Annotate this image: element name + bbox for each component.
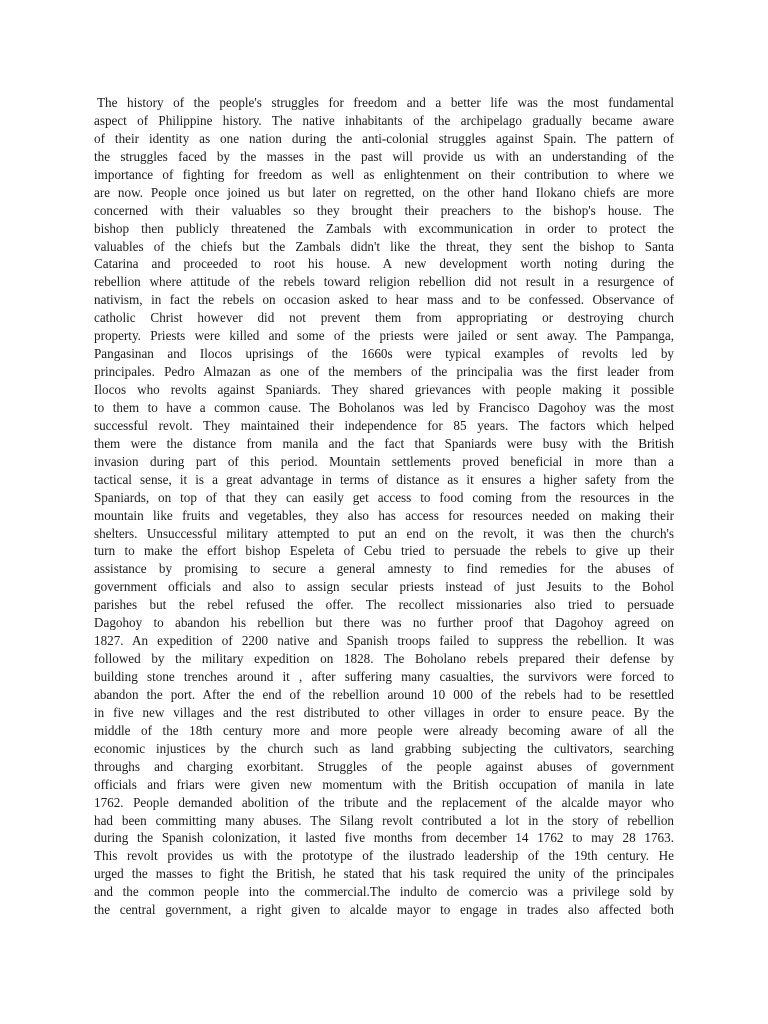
text-line: government officials and also to assign secular priests instead of just Jesuits to the Bohol (94, 579, 674, 595)
text-line: 1762. People demanded abolition of the tribute and the replacement of the alcalde mayor who (94, 794, 674, 810)
text-line: had been committing many abuses. The Silang revolt contributed a lot in the story of rebellion (94, 812, 674, 828)
text-line: mountain like fruits and vegetables, they also has access for resources needed on making their (94, 507, 674, 523)
text-line: during the Spanish colonization, it lasted five months from december 14 1762 to may 28 1763. (94, 830, 674, 846)
text-line: them were the distance from manila and the fact that Spaniards were busy with the British (94, 435, 674, 451)
text-line: and the common people into the commercial.The indulto de comercio was a privilege sold by (94, 884, 674, 900)
text-line: economic injustices by the church such as land grabbing subjecting the cultivators, searching (94, 740, 674, 756)
text-line: This revolt provides us with the prototype of the ilustrado leadership of the 19th century. He (94, 848, 674, 864)
text-line: aspect of Philippine history. The native inhabitants of the archipelago gradually became aware (94, 112, 674, 128)
text-line: bishop then publicly threatened the Zambals with excommunication in order to protect the (94, 220, 674, 236)
text-line: nativism, in fact the rebels on occasion asked to hear mass and to be confessed. Observance of (94, 292, 674, 308)
text-line: of their identity as one nation during the anti-colonial struggles against Spain. The pattern of (94, 130, 674, 146)
text-line: are now. People once joined us but later on regretted, on the other hand Ilokano chiefs are more (94, 184, 674, 200)
text-line: Catarina and proceeded to root his house. A new development worth noting during the (94, 256, 674, 272)
text-line: Dagohoy to abandon his rebellion but there was no further proof that Dagohoy agreed on (94, 615, 674, 631)
text-line: throughs and charging exorbitant. Struggles of the people against abuses of government (94, 758, 674, 774)
text-line: building stone trenches around it , after suffering many casualties, the survivors were forced to (94, 669, 674, 684)
text-line: valuables of the chiefs but the Zambals didn't like the threat, they sent the bishop to Santa (94, 238, 674, 254)
text-line: turn to make the effort bishop Espeleta of Cebu tried to persuade the rebels to give up their (94, 543, 674, 559)
text-line: tactical sense, it is a great advantage in terms of distance as it ensures a higher safety from the (94, 471, 674, 487)
text-line: importance of fighting for freedom as well as enlightenment on their contribution to where we (94, 166, 674, 182)
text-line: the struggles faced by the masses in the past will provide us with an understanding of the (94, 148, 674, 164)
text-line: urged the masses to fight the British, he stated that his task required the unity of the principales (94, 866, 674, 882)
text-line: Pangasinan and Ilocos uprisings of the 1660s were typical examples of revolts led by (94, 346, 674, 362)
text-line: 1827. An expedition of 2200 native and Spanish troops failed to suppress the rebellion. It was (94, 633, 674, 649)
text-line: middle of the 18th century more and more people were already becoming aware of all the (94, 722, 674, 738)
body-text (94, 94, 674, 919)
text-line: The history of the people's struggles for freedom and a better life was the most fundamental (97, 95, 674, 110)
text-line: shelters. Unsuccessful military attempted to put an end on the revolt, it was then the church's (94, 525, 674, 541)
text-line: property. Priests were killed and some of the priests were jailed or sent away. The Pampanga, (94, 328, 674, 344)
text-line: assistance by promising to secure a general amnesty to find remedies for the abuses of (94, 561, 674, 577)
text-line: officials and friars were given new momentum with the British occupation of manila in late (94, 776, 674, 792)
text-line: Ilocos who revolts against Spaniards. They shared grievances with people making it possible (94, 382, 674, 397)
text-line: catholic Christ however did not prevent them from appropriating or destroying church (94, 310, 674, 326)
text-line: successful revolt. They maintained their independence for 85 years. The factors which helped (94, 417, 674, 433)
text-line: parishes but the rebel refused the offer. The recollect missionaries also tried to persuade (94, 597, 674, 613)
text-line: concerned with their valuables so they brought their preachers to the bishop's house. The (94, 202, 674, 218)
text-line: the central government, a right given to alcalde mayor to engage in trades also affected both (94, 902, 674, 918)
text-line: in five new villages and the rest distributed to other villages in order to ensure peace. By the (94, 704, 674, 720)
text-line: principales. Pedro Almazan as one of the members of the principalia was the first leader from (94, 364, 674, 380)
text-line: invasion during part of this period. Mountain settlements proved beneficial in more than a (94, 453, 674, 469)
text-line: Spaniards, on top of that they can easily get access to food coming from the resources in the (94, 489, 674, 505)
text-line: rebellion where attitude of the rebels toward religion rebellion did not result in a resurgence of (94, 274, 674, 290)
text-line: abandon the port. After the end of the rebellion around 10 000 of the rebels had to be resettled (94, 686, 674, 702)
text-line: to them to have a common cause. The Boholanos was led by Francisco Dagohoy was the most (94, 399, 674, 415)
text-line: followed by the military expedition on 1828. The Boholano rebels prepared their defense by (94, 651, 674, 667)
